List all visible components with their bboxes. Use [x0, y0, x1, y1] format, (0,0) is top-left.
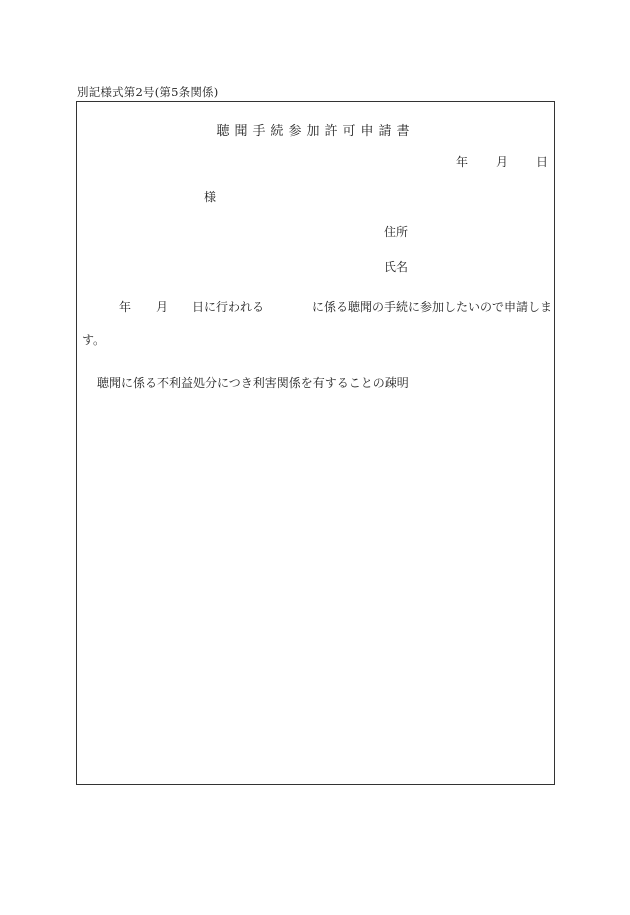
date-year: 年 — [456, 155, 469, 169]
form-number-label: 別記様式第2号(第5条関係) — [77, 85, 219, 99]
form-title: 聴聞手続参加許可申請書 — [216, 124, 415, 139]
name-label: 氏名 — [384, 260, 409, 274]
date-day: 日 — [536, 155, 549, 169]
statement-continuation: す。 — [82, 333, 106, 347]
statement-day: 日に行われる — [192, 300, 265, 314]
date-month: 月 — [496, 155, 509, 169]
statement-month: 月 — [156, 300, 169, 314]
application-form — [76, 101, 555, 785]
address-label: 住所 — [384, 225, 409, 239]
addressee-suffix: 様 — [204, 190, 217, 204]
interest-explanation-heading: 聴聞に係る不利益処分につき利害関係を有することの疎明 — [97, 376, 409, 390]
date-line — [456, 153, 548, 170]
statement-year: 年 — [119, 300, 132, 314]
statement-tail: に係る聴聞の手続に参加したいので申請しま — [312, 300, 553, 314]
